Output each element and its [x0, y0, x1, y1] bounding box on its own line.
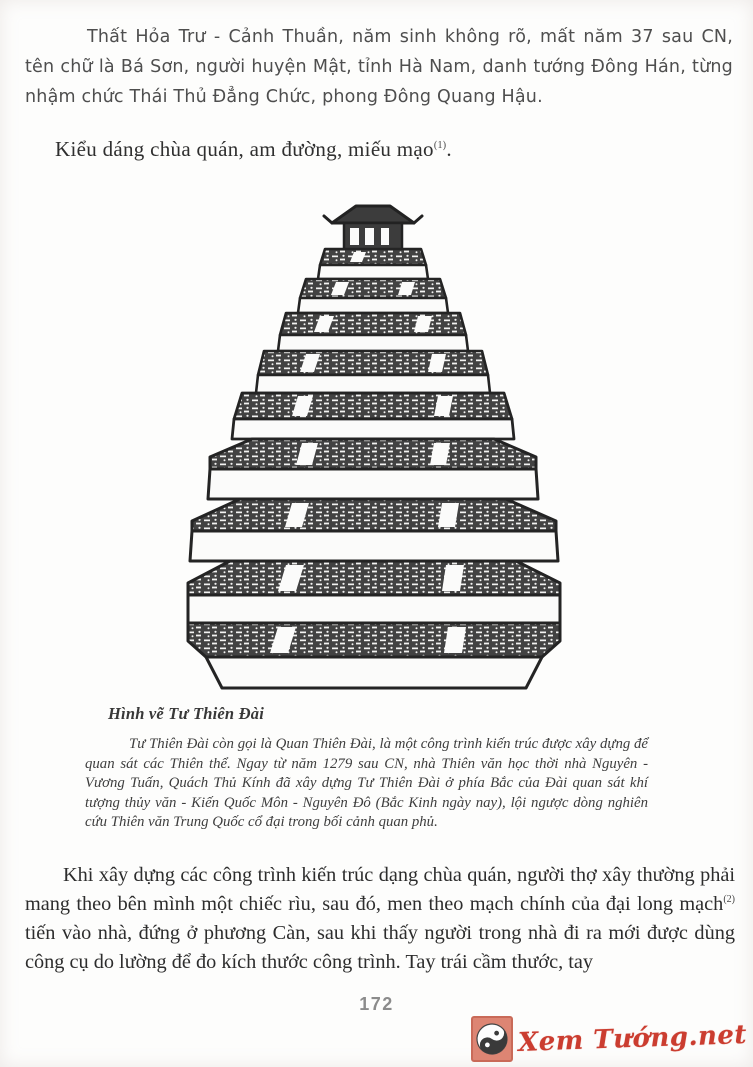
- figure-caption-title: Hình vẽ Tư Thiên Đài: [108, 704, 264, 723]
- figure-caption-body: Tư Thiên Đài còn gọi là Quan Thiên Đài, là một công trình kiến trúc được xây dựng để quan sát các Thiên thể. Ngay từ năm 1279 sau CN, nhà Thiên văn học thời nhà Nguyên - Vương Tuấn, Quách Thủ Kính đã xây dựng Tư Thiên Đài ở phía Bắc của Đài quan sát khí tượng thủy văn - Kiến Quốc Môn - Nguyên Đô (Bắc Kinh ngày nay), lội ngược dòng nghiên cứu Thiên văn Trung Quốc cổ đại trong bối cảnh quan phủ.: [85, 736, 648, 830]
- section-heading-text: Kiểu dáng chùa quán, am đường, miếu mạo: [55, 137, 434, 161]
- page-number: 172: [359, 994, 394, 1014]
- footnote-marker-2: (2): [723, 894, 735, 906]
- lower-tiers: [188, 439, 560, 688]
- paragraph-body-part1: Khi xây dựng các công trình kiến trúc dạng chùa quán, người thợ xây thường phải mang theo bên mình một chiếc rìu, sau đó, men theo mạch chính của đại long mạch: [25, 864, 735, 915]
- paragraph-body-part2: tiến vào nhà, đứng ở phương Càn, sau khi thấy người trong nhà đi ra mới được dùng công cụ do lường để đo kích thước công trình. Tay trái cầm thước, tay: [25, 922, 735, 973]
- watermark-site-name: Xem Tướng.net: [517, 1020, 748, 1058]
- pavilion-top: [324, 206, 422, 250]
- figure-tu-thien-dai: [186, 198, 564, 692]
- tu-thien-dai-illustration: [186, 198, 564, 692]
- section-heading: [55, 137, 452, 162]
- section-heading-period: .: [446, 137, 452, 161]
- upper-tiers: [232, 249, 514, 439]
- paragraph-body: [25, 861, 735, 977]
- footnote-marker-1: (1): [433, 140, 447, 151]
- watermark-logo: [471, 1016, 747, 1062]
- paragraph-intro: Thất Hỏa Trư - Cảnh Thuần, năm sinh không rõ, mất năm 37 sau CN, tên chữ là Bá Sơn, người huyện Mật, tỉnh Hà Nam, danh tướng Đông Hán, từng nhậm chức Thái Thủ Đẳng Chức, phong Đông Quang Hậu.: [25, 27, 733, 107]
- yin-yang-icon: [471, 1016, 513, 1062]
